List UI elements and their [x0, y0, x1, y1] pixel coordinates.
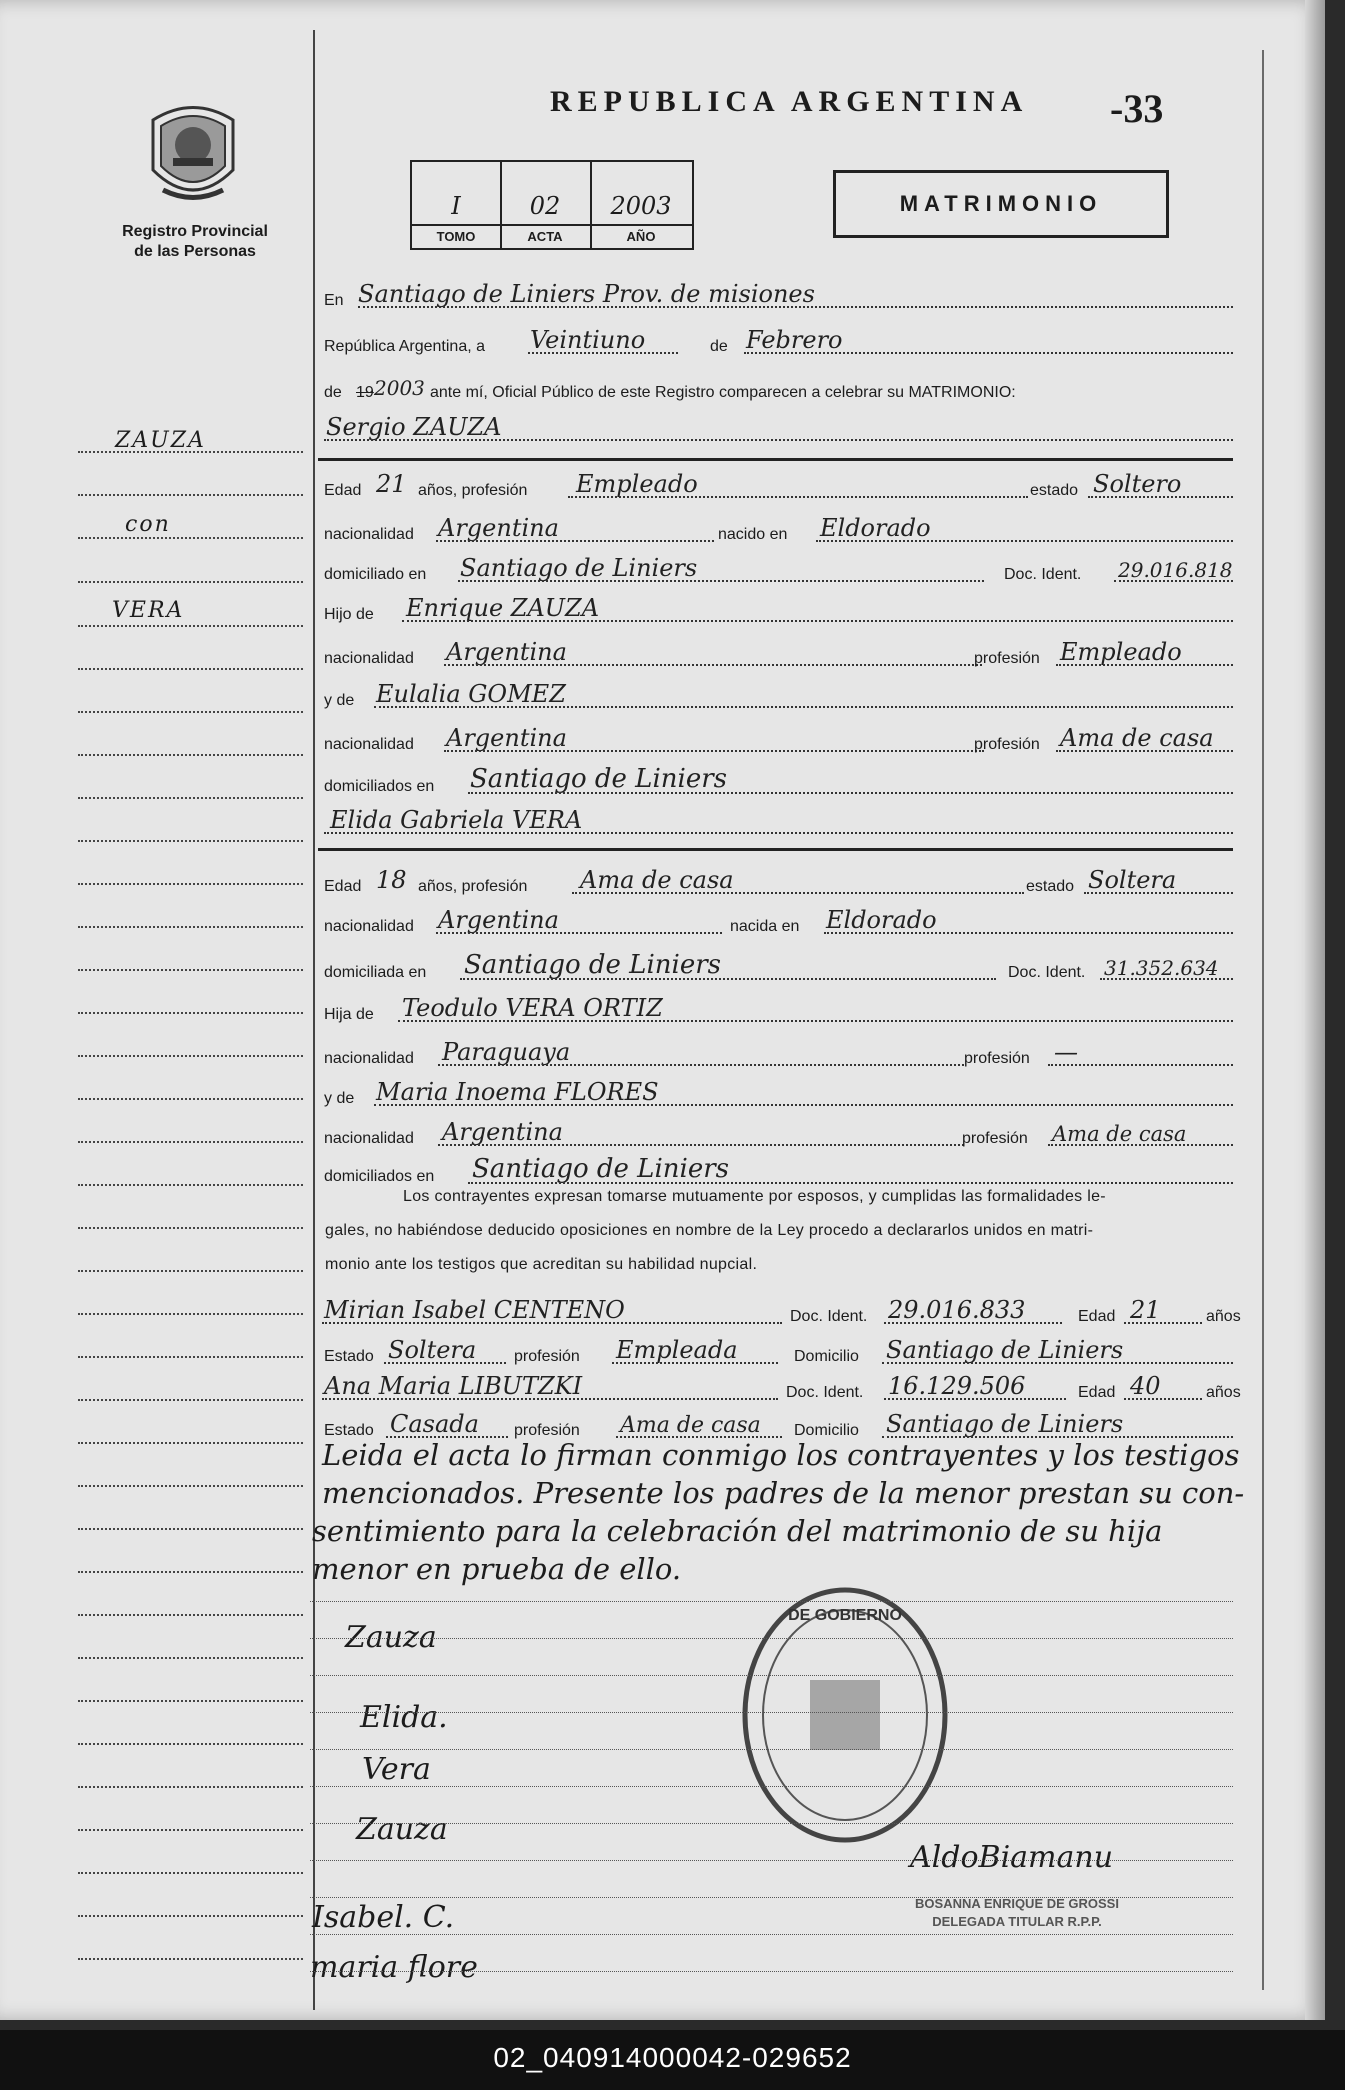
bride-father-nationality: Paraguaya — [442, 1038, 571, 1066]
bride-profession: Ama de casa — [580, 866, 734, 894]
witness1-profession: Empleada — [616, 1336, 738, 1364]
hijo-de-label: Hijo de — [324, 606, 374, 623]
dotted-line — [568, 496, 1028, 498]
margin-line — [78, 1699, 303, 1702]
profesion-label: profesión — [514, 1348, 580, 1365]
anio-cell — [590, 162, 692, 248]
de2-label: de — [324, 384, 342, 401]
margin-line — [78, 1140, 303, 1143]
witness2-profession: Ama de casa — [620, 1413, 761, 1438]
margin-line — [78, 624, 303, 627]
bride-nationality-row — [318, 898, 1233, 942]
intro-day: Veintiuno — [530, 326, 646, 354]
intro-month: Febrero — [746, 326, 843, 354]
estado-label: estado — [1026, 878, 1075, 895]
witness1-doc: 29.016.833 — [888, 1296, 1026, 1324]
groom-mother-nat-row — [318, 716, 1233, 760]
nacionalidad-label: nacionalidad — [324, 1050, 414, 1067]
page-number: -33 — [1110, 86, 1164, 131]
dotted-line — [436, 932, 722, 934]
hija-de-label: Hija de — [324, 1006, 374, 1023]
official-stamp-icon — [735, 1580, 955, 1850]
dotted-line — [572, 892, 1024, 894]
dotted-line — [444, 750, 984, 752]
dotted-line — [398, 1020, 1233, 1022]
intro-year-row — [318, 364, 1233, 408]
en-label: En — [324, 292, 344, 309]
witness2-domicile: Santiago de Liniers — [886, 1410, 1124, 1438]
tomo-label: TOMO — [412, 224, 500, 248]
domiciliado-label: domiciliado en — [324, 566, 427, 583]
margin-line — [78, 1011, 303, 1014]
margin-line — [78, 1355, 303, 1358]
signature-witness2: maria flore — [310, 1950, 478, 1985]
dotted-line — [374, 706, 1233, 708]
estado-label: estado — [1030, 482, 1079, 499]
declaration-text — [325, 1180, 1225, 1282]
signature-ruled-line — [310, 1970, 1233, 1972]
witness1-civil-state: Soltera — [388, 1336, 477, 1364]
signature-ruled-line — [310, 1896, 1233, 1898]
declaration-line2: gales, no habiéndose deducido oposiciones en nombre de la Ley procedo a declararlos unidos en matri- — [325, 1222, 1094, 1239]
anios-profesion-label: años, profesión — [418, 878, 528, 895]
acta-value: 02 — [529, 192, 561, 220]
dotted-line — [1114, 580, 1233, 582]
anios-label: años — [1206, 1384, 1241, 1401]
margin-line — [78, 1914, 303, 1917]
groom-age-row — [318, 462, 1233, 506]
margin-line — [78, 753, 303, 756]
dotted-line — [1084, 892, 1233, 894]
closing-note-line4: menor en prueba de ello. — [312, 1552, 682, 1586]
margin-line — [78, 1871, 303, 1874]
groom-father-nationality: Argentina — [446, 638, 567, 666]
profesion-label: profesión — [974, 650, 1040, 667]
tomo-acta-anio-box — [410, 160, 694, 250]
margin-line — [78, 1269, 303, 1272]
officer-block — [852, 1895, 1182, 1931]
de-label: de — [710, 338, 728, 355]
margin-line — [78, 1785, 303, 1788]
bride-domicile: Santiago de Liniers — [464, 950, 721, 980]
margin-line — [78, 1613, 303, 1616]
dotted-line — [884, 1322, 1062, 1324]
groom-father: Enrique ZAUZA — [406, 594, 600, 622]
intro-sentence: ante mí, Oficial Público de este Registro comparecen a celebrar su MATRIMONIO: — [430, 384, 1016, 401]
margin-line — [78, 1957, 303, 1960]
margin-line — [78, 839, 303, 842]
edad-label: Edad — [324, 482, 362, 499]
officer-signature: AldoBiamanu — [910, 1840, 1114, 1875]
groom-nationality-row — [318, 506, 1233, 550]
dotted-line — [824, 932, 1233, 934]
margin-line — [78, 1226, 303, 1229]
groom-mother-row — [318, 672, 1233, 716]
dotted-line — [1088, 496, 1233, 498]
margin-line — [78, 536, 303, 539]
groom-doc: 29.016.818 — [1118, 558, 1233, 582]
dotted-line — [744, 352, 1233, 354]
country-label: República Argentina, a — [324, 338, 485, 355]
dotted-line — [1048, 1064, 1233, 1066]
provincial-seal-icon — [143, 100, 243, 210]
bride-age: 18 — [376, 866, 407, 894]
acta-cell — [500, 162, 592, 248]
document-type: MATRIMONIO — [899, 191, 1103, 216]
y-de-label: y de — [324, 692, 355, 709]
groom-mother: Eulalia GOMEZ — [376, 680, 566, 708]
margin-line — [78, 1484, 303, 1487]
year-prefix: 19 — [356, 384, 374, 401]
right-margin-line — [1262, 50, 1264, 1990]
bride-father-row — [318, 986, 1233, 1030]
signature-ruled-line — [310, 1711, 1233, 1713]
witness1-age: 21 — [1130, 1296, 1161, 1324]
bride-nationality: Argentina — [438, 906, 559, 934]
signature-ruled-line — [310, 1859, 1233, 1861]
dotted-line — [322, 1322, 782, 1324]
margin-line — [78, 1054, 303, 1057]
witness2-civil-state: Casada — [390, 1410, 479, 1438]
dotted-line — [374, 1104, 1233, 1106]
declaration-line3: monio ante los testigos que acreditan su habilidad nupcial. — [325, 1256, 758, 1273]
tomo-value: I — [451, 192, 461, 220]
bride-civil-state: Soltera — [1088, 866, 1177, 894]
margin-line — [78, 968, 303, 971]
nacionalidad-label: nacionalidad — [324, 736, 414, 753]
groom-birthplace: Eldorado — [820, 514, 931, 542]
closing-note-line1: Leida el acta lo firman conmigo los contrayentes y los testigos — [322, 1438, 1240, 1472]
margin-line — [78, 796, 303, 799]
groom-age: 21 — [376, 470, 407, 498]
bride-age-row — [318, 858, 1233, 902]
bride-mother-nationality: Argentina — [442, 1118, 563, 1146]
edad-label: Edad — [1078, 1384, 1116, 1401]
y-de-label: y de — [324, 1090, 355, 1107]
signature-bride-father: Vera — [362, 1752, 431, 1787]
anio-label: AÑO — [590, 224, 692, 248]
estado-label: Estado — [324, 1348, 374, 1365]
witness2-name: Ana Maria LIBUTZKI — [324, 1372, 583, 1400]
registry-label — [100, 222, 290, 262]
margin-line — [78, 1742, 303, 1745]
profesion-label: profesión — [514, 1422, 580, 1439]
bride-father: Teodulo VERA ORTIZ — [402, 994, 663, 1022]
dotted-line — [884, 1398, 1066, 1400]
tomo-cell — [412, 162, 502, 248]
bride-father-profession: — — [1054, 1038, 1078, 1066]
dotted-line — [1056, 664, 1233, 666]
groom-profession: Empleado — [576, 470, 698, 498]
bride-name: Elida Gabriela VERA — [330, 806, 583, 834]
nacionalidad-label: nacionalidad — [324, 1130, 414, 1147]
estado-label: Estado — [324, 1422, 374, 1439]
profesion-label: profesión — [962, 1130, 1028, 1147]
bride-birthplace: Eldorado — [826, 906, 937, 934]
profesion-label: profesión — [974, 736, 1040, 753]
witness2-age: 40 — [1130, 1372, 1161, 1400]
margin-bride-surname: VERA — [112, 598, 185, 623]
section-separator — [318, 848, 1233, 851]
dotted-line — [436, 540, 714, 542]
page-edge-shadow — [1305, 0, 1325, 2020]
bride-mother-row — [318, 1070, 1233, 1114]
section-separator — [318, 458, 1233, 461]
document-type-box — [833, 170, 1169, 238]
bride-name-row — [318, 798, 1233, 842]
signature-ruled-line — [310, 1674, 1233, 1676]
margin-line — [78, 882, 303, 885]
intro-place-row — [318, 272, 1233, 316]
margin-line — [78, 925, 303, 928]
groom-father-nat-row — [318, 630, 1233, 674]
dotted-line — [1048, 1144, 1233, 1146]
bride-mother-profession: Ama de casa — [1052, 1122, 1187, 1146]
registry-label-line1: Registro Provincial — [122, 223, 268, 240]
groom-parents-dom-row — [318, 758, 1233, 802]
dotted-line — [528, 352, 678, 354]
dotted-line — [1100, 978, 1233, 980]
signature-groom: Zauza — [345, 1620, 437, 1655]
margin-line — [78, 1527, 303, 1530]
nacionalidad-label: nacionalidad — [324, 918, 414, 935]
doc-ident-label: Doc. Ident. — [1008, 964, 1086, 981]
groom-domicile-row — [318, 546, 1233, 590]
signature-ruled-line — [310, 1600, 1233, 1602]
margin-line — [78, 1398, 303, 1401]
stamp-text: DE GOBIERNO — [788, 1607, 902, 1624]
groom-father-profession: Empleado — [1060, 638, 1182, 666]
groom-mother-nationality: Argentina — [446, 724, 567, 752]
domiciliada-label: domiciliada en — [324, 964, 427, 981]
officer-line1: BOSANNA ENRIQUE DE GROSSI — [915, 1896, 1119, 1911]
groom-domicile: Santiago de Liniers — [460, 554, 698, 582]
dotted-line — [438, 1144, 964, 1146]
intro-date-row — [318, 318, 1233, 362]
dotted-line — [460, 978, 996, 980]
margin-divider-line — [313, 30, 315, 2010]
dotted-line — [324, 832, 1233, 834]
bride-parents-domicile: Santiago de Liniers — [472, 1154, 729, 1184]
groom-mother-profession: Ama de casa — [1060, 724, 1214, 752]
dotted-line — [358, 306, 1233, 308]
domiciliados-label: domiciliados en — [324, 1168, 435, 1185]
declaration-line1: Los contrayentes expresan tomarse mutuamente por esposos, y cumplidas las formalidades le- — [403, 1188, 1106, 1205]
domicilio-label: Domicilio — [794, 1348, 859, 1365]
margin-line — [78, 1183, 303, 1186]
edad-label: Edad — [324, 878, 362, 895]
signature-bride: Elida. — [360, 1700, 448, 1735]
dotted-line — [816, 540, 1233, 542]
signature-witness1: Isabel. C. — [312, 1900, 455, 1935]
registry-label-line2: de las Personas — [134, 243, 256, 260]
margin-line — [78, 493, 303, 496]
groom-parents-domicile: Santiago de Liniers — [470, 764, 727, 794]
officer-line2: DELEGADA TITULAR R.P.P. — [932, 1914, 1102, 1929]
nacido-label: nacido en — [718, 526, 788, 543]
dotted-line — [402, 620, 1233, 622]
edad-label: Edad — [1078, 1308, 1116, 1325]
bride-father-nat-row — [318, 1030, 1233, 1074]
domicilio-label: Domicilio — [794, 1422, 859, 1439]
signature-ruled-line — [310, 1637, 1233, 1639]
bride-domicile-row — [318, 944, 1233, 988]
bride-doc: 31.352.634 — [1104, 956, 1219, 980]
nacida-label: nacida en — [730, 918, 800, 935]
margin-connector: con — [125, 512, 171, 537]
intro-year: 2003 — [374, 376, 425, 400]
closing-note-line3: sentimiento para la celebración del matrimonio de su hija — [312, 1514, 1163, 1548]
profesion-label: profesión — [964, 1050, 1030, 1067]
margin-line — [78, 1656, 303, 1659]
margin-line — [78, 1097, 303, 1100]
signature-ruled-line — [310, 1933, 1233, 1935]
acta-label: ACTA — [500, 224, 590, 248]
margin-line — [78, 580, 303, 583]
margin-line — [78, 1828, 303, 1831]
signature-ruled-line — [310, 1748, 1233, 1750]
witness1-name: Mirian Isabel CENTENO — [324, 1296, 625, 1324]
bride-mother: Maria Inoema FLORES — [376, 1078, 659, 1106]
witness1-row — [318, 1288, 1241, 1332]
dotted-line — [444, 664, 982, 666]
republic-title: REPUBLICA ARGENTINA — [550, 85, 1029, 118]
margin-line — [78, 1570, 303, 1573]
dotted-line — [1124, 1322, 1202, 1324]
groom-nationality: Argentina — [438, 514, 559, 542]
dotted-line — [458, 580, 984, 582]
groom-name-row — [318, 405, 1233, 449]
doc-ident-label: Doc. Ident. — [786, 1384, 864, 1401]
margin-line — [78, 667, 303, 670]
groom-civil-state: Soltero — [1093, 470, 1182, 498]
dotted-line — [1056, 750, 1233, 752]
dotted-line — [324, 439, 1233, 441]
intro-place: Santiago de Liniers Prov. de misiones — [358, 280, 815, 308]
anios-label: años — [1206, 1308, 1241, 1325]
dotted-line — [438, 1064, 964, 1066]
doc-ident-label: Doc. Ident. — [790, 1308, 868, 1325]
nacionalidad-label: nacionalidad — [324, 526, 414, 543]
margin-groom-surname: ZAUZA — [115, 428, 206, 453]
doc-ident-label: Doc. Ident. — [1004, 566, 1082, 583]
dotted-line — [468, 792, 1233, 794]
groom-name: Sergio ZAUZA — [326, 413, 502, 441]
groom-father-row — [318, 586, 1233, 630]
dotted-line — [322, 1398, 778, 1400]
signature-ruled-line — [310, 1822, 1233, 1824]
nacionalidad-label: nacionalidad — [324, 650, 414, 667]
footer-code: 02_040914000042-029652 — [0, 2030, 1345, 2090]
margin-line — [78, 1441, 303, 1444]
domiciliados-label: domiciliados en — [324, 778, 435, 795]
witness1-domicile: Santiago de Liniers — [886, 1336, 1124, 1364]
signature-ruled-line — [310, 1785, 1233, 1787]
closing-note-line2: mencionados. Presente los padres de la menor prestan su con- — [322, 1476, 1245, 1510]
dotted-line — [1124, 1398, 1202, 1400]
signature-groom-parent: Zauza — [356, 1812, 448, 1847]
anio-value: 2003 — [610, 192, 672, 220]
anios-profesion-label: años, profesión — [418, 482, 528, 499]
witness2-doc: 16.129.506 — [888, 1372, 1026, 1400]
margin-line — [78, 710, 303, 713]
margin-line — [78, 1312, 303, 1315]
